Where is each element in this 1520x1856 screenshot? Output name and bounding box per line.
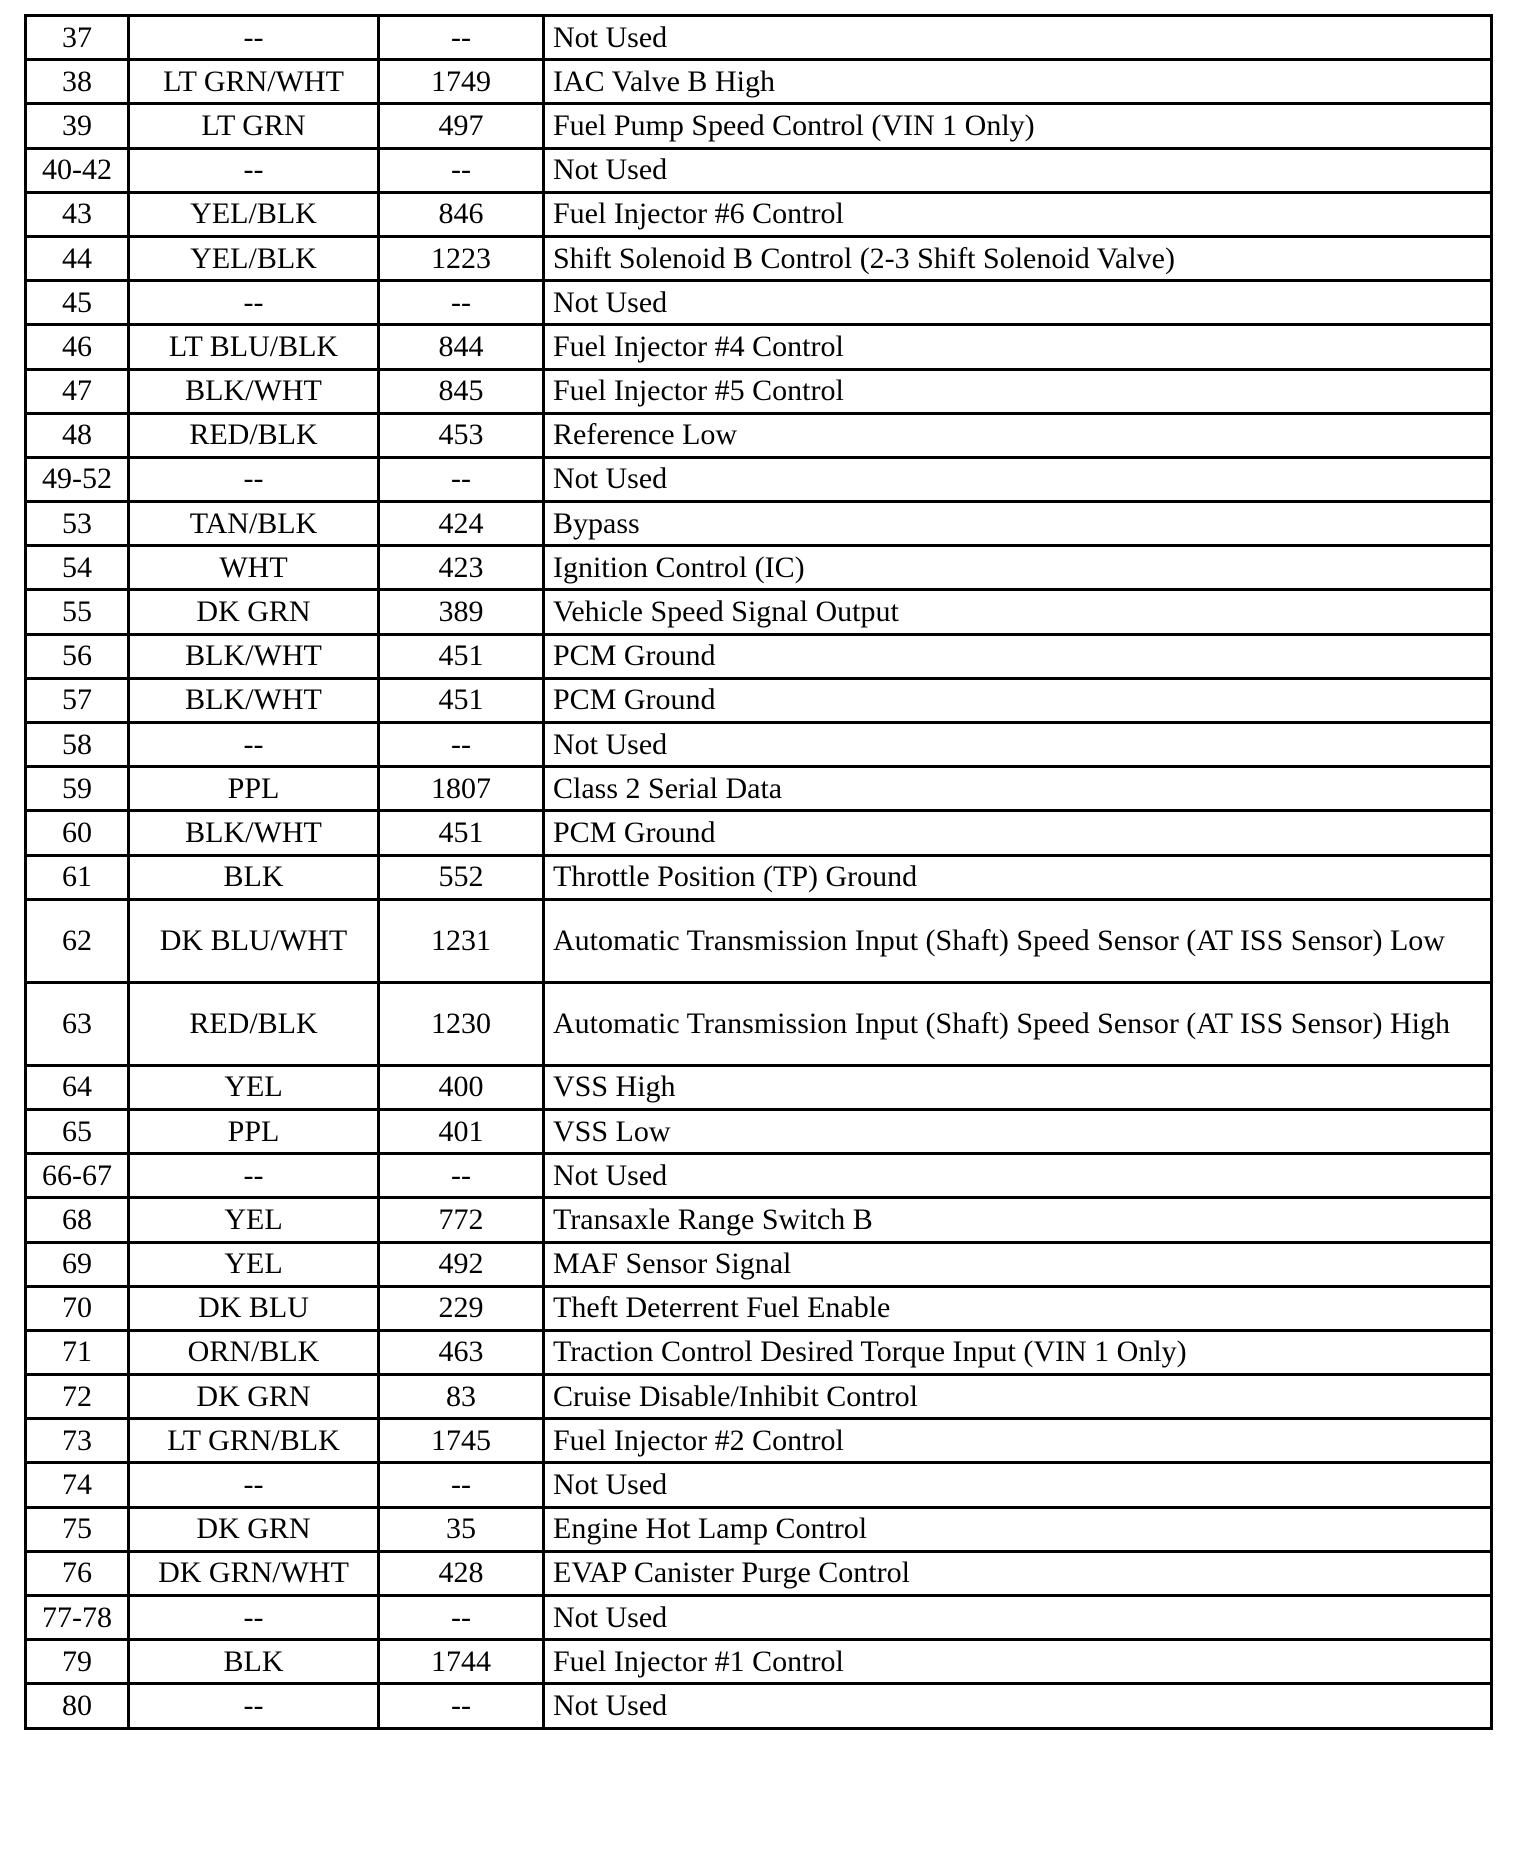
function-cell: Fuel Pump Speed Control (VIN 1 Only) xyxy=(544,104,1492,148)
function-cell: Class 2 Serial Data xyxy=(544,767,1492,811)
function-cell: IAC Valve B High xyxy=(544,60,1492,104)
function-cell: Engine Hot Lamp Control xyxy=(544,1507,1492,1551)
table-row xyxy=(26,1640,1492,1684)
pin-cell: 61 xyxy=(26,855,129,899)
circuit-number-cell: 497 xyxy=(379,104,544,148)
pin-cell: 38 xyxy=(26,60,129,104)
function-cell: Not Used xyxy=(544,723,1492,767)
table-row xyxy=(26,1286,1492,1330)
circuit-number-cell: 83 xyxy=(379,1375,544,1419)
pin-cell: 71 xyxy=(26,1330,129,1374)
pin-cell: 69 xyxy=(26,1242,129,1286)
wire-color-cell: PPL xyxy=(129,767,379,811)
pin-cell: 55 xyxy=(26,590,129,634)
wire-color-cell: TAN/BLK xyxy=(129,502,379,546)
wire-color-cell: BLK/WHT xyxy=(129,678,379,722)
pin-cell: 58 xyxy=(26,723,129,767)
wire-color-cell: LT GRN/BLK xyxy=(129,1419,379,1463)
wire-color-cell: LT GRN/WHT xyxy=(129,60,379,104)
function-cell: Not Used xyxy=(544,281,1492,325)
pin-cell: 76 xyxy=(26,1551,129,1595)
circuit-number-cell: 845 xyxy=(379,369,544,413)
wire-color-cell: LT GRN xyxy=(129,104,379,148)
wire-color-cell: -- xyxy=(129,281,379,325)
table-row xyxy=(26,1684,1492,1728)
circuit-number-cell: 400 xyxy=(379,1065,544,1109)
wire-color-cell: YEL xyxy=(129,1065,379,1109)
wire-color-cell: -- xyxy=(129,1463,379,1507)
function-cell: Fuel Injector #2 Control xyxy=(544,1419,1492,1463)
wire-color-cell: BLK xyxy=(129,855,379,899)
table-row xyxy=(26,678,1492,722)
circuit-number-cell: -- xyxy=(379,16,544,60)
table-row xyxy=(26,1109,1492,1153)
table-row xyxy=(26,634,1492,678)
table-row xyxy=(26,236,1492,280)
table-row xyxy=(26,60,1492,104)
table-row xyxy=(26,1375,1492,1419)
table-row xyxy=(26,281,1492,325)
circuit-number-cell: -- xyxy=(379,1463,544,1507)
pin-cell: 39 xyxy=(26,104,129,148)
table-row xyxy=(26,16,1492,60)
table-row xyxy=(26,413,1492,457)
circuit-number-cell: 1230 xyxy=(379,982,544,1065)
wire-color-cell: -- xyxy=(129,723,379,767)
table-row xyxy=(26,590,1492,634)
function-cell: Not Used xyxy=(544,148,1492,192)
table-row xyxy=(26,811,1492,855)
pin-cell: 59 xyxy=(26,767,129,811)
table-row xyxy=(26,723,1492,767)
circuit-number-cell: 1744 xyxy=(379,1640,544,1684)
circuit-number-cell: -- xyxy=(379,1684,544,1728)
function-cell: Shift Solenoid B Control (2-3 Shift Solenoid Valve) xyxy=(544,236,1492,280)
function-cell: Fuel Injector #6 Control xyxy=(544,192,1492,236)
function-cell: Vehicle Speed Signal Output xyxy=(544,590,1492,634)
circuit-number-cell: -- xyxy=(379,1154,544,1198)
pin-cell: 68 xyxy=(26,1198,129,1242)
function-cell: Not Used xyxy=(544,16,1492,60)
circuit-number-cell: -- xyxy=(379,723,544,767)
pin-cell: 56 xyxy=(26,634,129,678)
pin-cell: 62 xyxy=(26,899,129,982)
function-cell: EVAP Canister Purge Control xyxy=(544,1551,1492,1595)
pin-cell: 66-67 xyxy=(26,1154,129,1198)
wire-color-cell: BLK/WHT xyxy=(129,811,379,855)
table-row xyxy=(26,369,1492,413)
wire-color-cell: -- xyxy=(129,16,379,60)
wire-color-cell: YEL xyxy=(129,1242,379,1286)
circuit-number-cell: 35 xyxy=(379,1507,544,1551)
pin-cell: 65 xyxy=(26,1109,129,1153)
pin-cell: 64 xyxy=(26,1065,129,1109)
pin-cell: 43 xyxy=(26,192,129,236)
pin-cell: 79 xyxy=(26,1640,129,1684)
wire-color-cell: ORN/BLK xyxy=(129,1330,379,1374)
pin-cell: 37 xyxy=(26,16,129,60)
circuit-number-cell: 451 xyxy=(379,634,544,678)
function-cell: PCM Ground xyxy=(544,634,1492,678)
circuit-number-cell: 1231 xyxy=(379,899,544,982)
circuit-number-cell: 423 xyxy=(379,546,544,590)
function-cell: Fuel Injector #1 Control xyxy=(544,1640,1492,1684)
function-cell: Throttle Position (TP) Ground xyxy=(544,855,1492,899)
function-cell: Ignition Control (IC) xyxy=(544,546,1492,590)
function-cell: Not Used xyxy=(544,1463,1492,1507)
table-row xyxy=(26,1463,1492,1507)
table-row xyxy=(26,1507,1492,1551)
circuit-number-cell: 844 xyxy=(379,325,544,369)
wire-color-cell: WHT xyxy=(129,546,379,590)
circuit-number-cell: -- xyxy=(379,148,544,192)
circuit-number-cell: 1807 xyxy=(379,767,544,811)
function-cell: Cruise Disable/Inhibit Control xyxy=(544,1375,1492,1419)
circuit-number-cell: 401 xyxy=(379,1109,544,1153)
circuit-number-cell: -- xyxy=(379,457,544,501)
pin-cell: 74 xyxy=(26,1463,129,1507)
pin-cell: 70 xyxy=(26,1286,129,1330)
table-row xyxy=(26,192,1492,236)
function-cell: Not Used xyxy=(544,1154,1492,1198)
pin-cell: 49-52 xyxy=(26,457,129,501)
table-row xyxy=(26,1065,1492,1109)
table-row xyxy=(26,104,1492,148)
wire-color-cell: DK BLU xyxy=(129,1286,379,1330)
circuit-number-cell: 463 xyxy=(379,1330,544,1374)
circuit-number-cell: 451 xyxy=(379,811,544,855)
pin-cell: 48 xyxy=(26,413,129,457)
table-row xyxy=(26,502,1492,546)
pinout-table-body xyxy=(26,16,1492,1729)
circuit-number-cell: 428 xyxy=(379,1551,544,1595)
wire-color-cell: YEL/BLK xyxy=(129,192,379,236)
pin-cell: 54 xyxy=(26,546,129,590)
wire-color-cell: -- xyxy=(129,1154,379,1198)
table-row xyxy=(26,1198,1492,1242)
table-row xyxy=(26,325,1492,369)
function-cell: Not Used xyxy=(544,457,1492,501)
circuit-number-cell: -- xyxy=(379,281,544,325)
pin-cell: 57 xyxy=(26,678,129,722)
table-row xyxy=(26,1419,1492,1463)
table-row xyxy=(26,1596,1492,1640)
function-cell: PCM Ground xyxy=(544,811,1492,855)
function-cell: Traction Control Desired Torque Input (VIN 1 Only) xyxy=(544,1330,1492,1374)
pin-cell: 73 xyxy=(26,1419,129,1463)
pin-cell: 44 xyxy=(26,236,129,280)
circuit-number-cell: 552 xyxy=(379,855,544,899)
function-cell: VSS Low xyxy=(544,1109,1492,1153)
table-row xyxy=(26,546,1492,590)
circuit-number-cell: 492 xyxy=(379,1242,544,1286)
pin-cell: 80 xyxy=(26,1684,129,1728)
circuit-number-cell: 389 xyxy=(379,590,544,634)
function-cell: MAF Sensor Signal xyxy=(544,1242,1492,1286)
wire-color-cell: DK GRN xyxy=(129,590,379,634)
wire-color-cell: -- xyxy=(129,1684,379,1728)
circuit-number-cell: -- xyxy=(379,1596,544,1640)
function-cell: Theft Deterrent Fuel Enable xyxy=(544,1286,1492,1330)
wire-color-cell: BLK xyxy=(129,1640,379,1684)
wire-color-cell: PPL xyxy=(129,1109,379,1153)
pin-cell: 45 xyxy=(26,281,129,325)
circuit-number-cell: 1745 xyxy=(379,1419,544,1463)
circuit-number-cell: 451 xyxy=(379,678,544,722)
function-cell: Automatic Transmission Input (Shaft) Speed Sensor (AT ISS Sensor) Low xyxy=(544,899,1492,982)
pinout-table xyxy=(24,14,1493,1730)
function-cell: Reference Low xyxy=(544,413,1492,457)
circuit-number-cell: 453 xyxy=(379,413,544,457)
function-cell: Transaxle Range Switch B xyxy=(544,1198,1492,1242)
function-cell: Not Used xyxy=(544,1596,1492,1640)
table-row xyxy=(26,982,1492,1065)
table-row xyxy=(26,1242,1492,1286)
table-row xyxy=(26,457,1492,501)
pin-cell: 60 xyxy=(26,811,129,855)
table-row xyxy=(26,148,1492,192)
function-cell: Fuel Injector #4 Control xyxy=(544,325,1492,369)
wire-color-cell: -- xyxy=(129,457,379,501)
pin-cell: 47 xyxy=(26,369,129,413)
wire-color-cell: DK GRN/WHT xyxy=(129,1551,379,1595)
wire-color-cell: DK GRN xyxy=(129,1375,379,1419)
pin-cell: 77-78 xyxy=(26,1596,129,1640)
circuit-number-cell: 846 xyxy=(379,192,544,236)
function-cell: PCM Ground xyxy=(544,678,1492,722)
pin-cell: 75 xyxy=(26,1507,129,1551)
circuit-number-cell: 772 xyxy=(379,1198,544,1242)
wire-color-cell: RED/BLK xyxy=(129,982,379,1065)
pin-cell: 53 xyxy=(26,502,129,546)
function-cell: VSS High xyxy=(544,1065,1492,1109)
wire-color-cell: DK BLU/WHT xyxy=(129,899,379,982)
wire-color-cell: RED/BLK xyxy=(129,413,379,457)
wire-color-cell: LT BLU/BLK xyxy=(129,325,379,369)
pin-cell: 46 xyxy=(26,325,129,369)
pin-cell: 40-42 xyxy=(26,148,129,192)
wire-color-cell: BLK/WHT xyxy=(129,369,379,413)
table-row xyxy=(26,1330,1492,1374)
circuit-number-cell: 424 xyxy=(379,502,544,546)
table-row xyxy=(26,1154,1492,1198)
pin-cell: 72 xyxy=(26,1375,129,1419)
pin-cell: 63 xyxy=(26,982,129,1065)
wire-color-cell: YEL xyxy=(129,1198,379,1242)
circuit-number-cell: 1749 xyxy=(379,60,544,104)
wire-color-cell: DK GRN xyxy=(129,1507,379,1551)
function-cell: Bypass xyxy=(544,502,1492,546)
function-cell: Automatic Transmission Input (Shaft) Speed Sensor (AT ISS Sensor) High xyxy=(544,982,1492,1065)
wire-color-cell: -- xyxy=(129,148,379,192)
circuit-number-cell: 1223 xyxy=(379,236,544,280)
wire-color-cell: -- xyxy=(129,1596,379,1640)
table-row xyxy=(26,767,1492,811)
table-row xyxy=(26,1551,1492,1595)
wire-color-cell: YEL/BLK xyxy=(129,236,379,280)
table-row xyxy=(26,855,1492,899)
function-cell: Not Used xyxy=(544,1684,1492,1728)
table-row xyxy=(26,899,1492,982)
function-cell: Fuel Injector #5 Control xyxy=(544,369,1492,413)
wire-color-cell: BLK/WHT xyxy=(129,634,379,678)
circuit-number-cell: 229 xyxy=(379,1286,544,1330)
